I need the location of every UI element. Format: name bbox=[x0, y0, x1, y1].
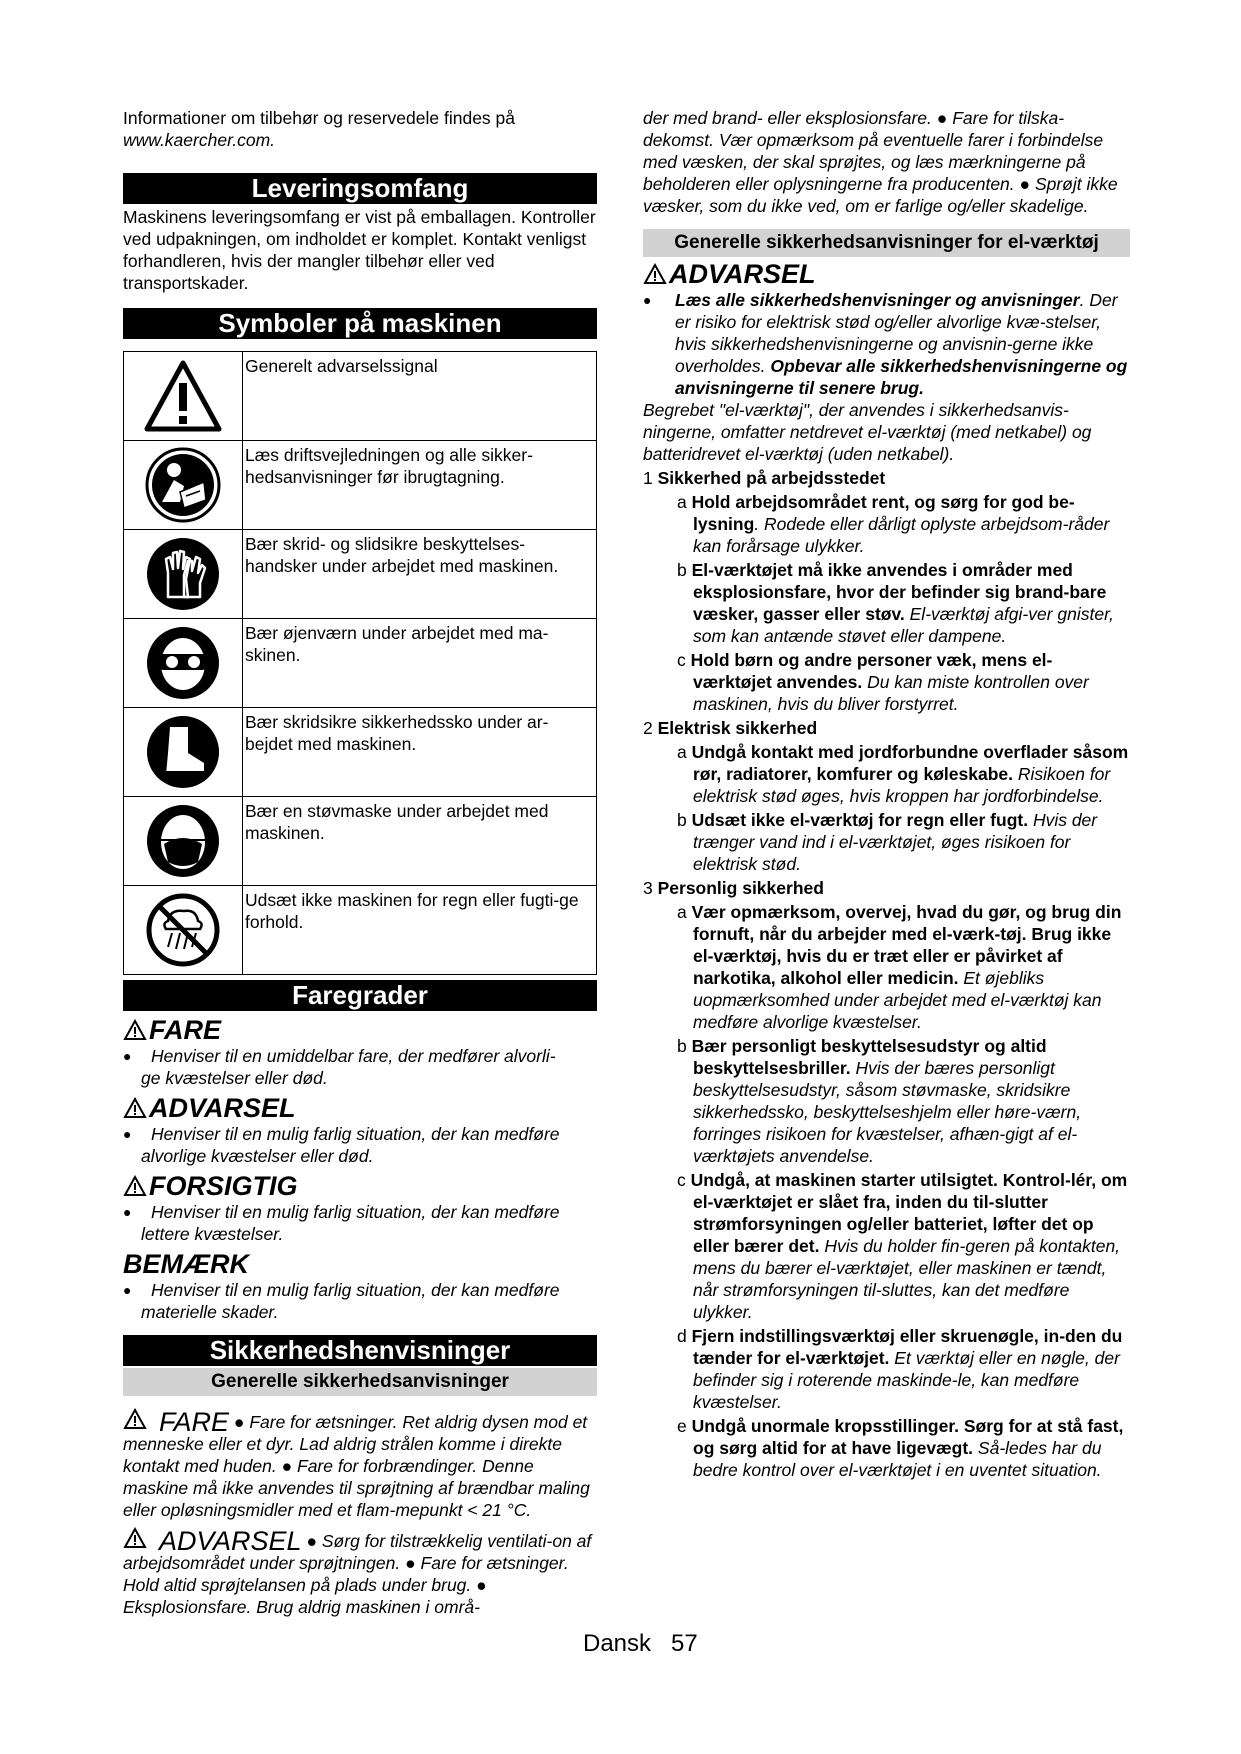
symbol-text: Bær skrid- og slidsikre beskyttelses-handsker under arbejdet med maskinen. bbox=[243, 530, 597, 619]
warning-triangle-icon bbox=[123, 1019, 147, 1041]
section-number: 1 bbox=[643, 468, 653, 488]
fare-paragraph bbox=[123, 1408, 597, 1521]
page-footer bbox=[583, 1630, 698, 1658]
delivery-text: Maskinens leveringsomfang er vist på emballagen. Kontroller ved udpakningen, om indholdet er komplet. Kontakt venligst forhandleren, hvis der mangler tilbehør eller ved transportskader. bbox=[123, 207, 596, 293]
symbol-text: Generelt advarselssignal bbox=[243, 352, 597, 441]
period: . bbox=[1079, 290, 1085, 310]
list-item: b El-værktøjet må ikke anvendes i områder med eksplosionsfare, hvor der befinder sig brand-bare væsker, gasser eller støv. El-værktøj afgi-ver gnister, som kan antænde støvet eller dampene. bbox=[677, 560, 1114, 646]
dust-mask-icon bbox=[124, 797, 243, 886]
section-3 bbox=[643, 877, 1130, 1481]
hazard-advarsel bbox=[123, 1093, 597, 1167]
section-2 bbox=[643, 717, 1130, 875]
right-column bbox=[643, 107, 1130, 1481]
website-link[interactable]: www.kaercher.com. bbox=[123, 130, 276, 150]
bullet-icon: ● bbox=[123, 1282, 132, 1298]
hazard-text-cont: lettere kvæstelser. bbox=[141, 1224, 284, 1244]
symbol-text: Bær en støvmaske under arbejdet med maskinen. bbox=[243, 797, 597, 886]
hazard-text-cont: alvorlige kvæstelser eller død. bbox=[141, 1146, 374, 1166]
list-item: a Hold arbejdsområdet rent, og sørg for god be-lysning. Rodede eller dårligt oplyste arbejdsom-råder kan forårsage ulykker. bbox=[677, 492, 1110, 556]
goggles-icon bbox=[124, 619, 243, 708]
safety-heading: Sikkerhedshenvisninger bbox=[123, 1335, 597, 1366]
signal-word: ADVARSEL bbox=[149, 1093, 296, 1123]
list-item: c Undgå, at maskinen starter utilsigtet. Kontrol-lér, om el-værktøjet er slået fra, inden du til-slutter strømforsyningen og/eller batteriet, løfter det op eller bærer det. Hvis du holder fin-geren på kontakten, mens du bærer el-værktøjet, eller maskinen er tændt, når strømforsyningen til-sluttes, kan det medføre ulykker. bbox=[677, 1170, 1128, 1322]
symbol-row bbox=[124, 619, 597, 708]
symbol-row bbox=[124, 886, 597, 975]
hazard-text-cont: ge kvæstelser eller død. bbox=[141, 1068, 328, 1088]
warning-triangle-icon bbox=[643, 263, 667, 285]
symbol-text: Udsæt ikke maskinen for regn eller fugti-ge forhold. bbox=[243, 886, 597, 975]
section-title: Sikkerhed på arbejdsstedet bbox=[657, 468, 886, 488]
bold-instruction: Læs alle sikkerhedshenvisninger og anvisninger bbox=[675, 290, 1080, 310]
symbol-row bbox=[124, 708, 597, 797]
symbol-row bbox=[124, 797, 597, 886]
footer-language: Dansk bbox=[583, 1630, 652, 1657]
symbols-heading: Symboler på maskinen bbox=[123, 308, 597, 339]
hazard-forsigtig bbox=[123, 1171, 597, 1245]
hazard-bemaerk bbox=[123, 1249, 597, 1323]
section-number: 2 bbox=[643, 718, 653, 738]
fare-text: ● Fare for ætsninger. Ret aldrig dysen mod et menneske eller et dyr. Lad aldrig strålen komme i direkte kontakt med huden. ● Fare for forbrændinger. Denne maskine må ikke anvendes til sprøjtning af brændbar maling eller opløsningsmidler med et flam-mepunkt < 21 °C. bbox=[123, 1412, 590, 1520]
symbols-table bbox=[123, 351, 597, 975]
list-item: c Hold børn og andre personer væk, mens el-værktøjet anvendes. Du kan miste kontrollen over maskinen, hvis du bliver forstyrret. bbox=[677, 650, 1089, 714]
read-manual-icon bbox=[124, 441, 243, 530]
list-item: e Undgå unormale kropsstillinger. Sørg for at stå fast, og sørg altid for at have ligevægt. Så-ledes har du bedre kontrol over el-værktøjet i en uventet situation. bbox=[677, 1416, 1124, 1480]
signal-word: FORSIGTIG bbox=[149, 1171, 298, 1201]
intro-line: Informationer om tilbehør og reservedele findes på bbox=[123, 108, 516, 128]
risk-text: Der er risiko for elektrisk stød og/eller alvorlige kvæ-stelser, hvis sikkerhedshenvisningerne og anvisnin-gerne ikke overholdes. bbox=[675, 290, 1118, 376]
section-1 bbox=[643, 467, 1130, 715]
read-all-bullet bbox=[643, 289, 1130, 399]
hazard-levels-heading: Faregrader bbox=[123, 980, 597, 1011]
symbol-row bbox=[124, 530, 597, 619]
left-column bbox=[123, 107, 597, 1618]
continued-text: der med brand- eller eksplosionsfare. ● Fare for tilska-dekomst. Vær opmærksom på eventuelle farer i forbindelse med væsken, der skal sprøjtes, og læs mærkningerne på beholderen eller oplysningerne fra producenten. ● Sprøjt ikke væsker, som du ikke ved, om er farlige og/eller skadelige. bbox=[643, 108, 1118, 216]
general-safety-subheading: Generelle sikkerhedsanvisninger bbox=[123, 1368, 597, 1396]
bullet-icon: ● bbox=[123, 1048, 132, 1064]
hazard-text-cont: materielle skader. bbox=[141, 1302, 279, 1322]
hazard-fare bbox=[123, 1015, 597, 1089]
hazard-text: Henviser til en mulig farlig situation, der kan medføre bbox=[151, 1202, 560, 1222]
list-item: a Vær opmærksom, overvej, hvad du gør, og brug din fornuft, når du arbejder med el-værk-tøj. Brug ikke el-værktøj, hvis du er træt eller er påvirket af narkotika, alkohol eller medicin. Et øjebliks uopmærksomhed under arbejdet med el-værktøj kan medføre alvorlige kvæstelser. bbox=[677, 902, 1122, 1032]
advarsel-text: ● Sørg for tilstrækkelig ventilati-on af arbejdsområdet under sprøjtningen. ● Fare for ætsninger. Hold altid sprøjtelansen på plads under brug. ● Eksplosionsfare. Brug aldrig maskinen i områ- bbox=[123, 1531, 592, 1617]
hazard-text: Henviser til en mulig farlig situation, der kan medføre bbox=[151, 1280, 560, 1300]
list-item: a Undgå kontakt med jordforbundne overflader såsom rør, radiatorer, komfurer og køleskabe. Risikoen for elektrisk stød øges, hvis kroppen har jordforbindelse. bbox=[677, 742, 1129, 806]
warning-triangle-icon bbox=[123, 1527, 147, 1549]
keep-instructions-text: Opbevar alle sikkerhedshenvisningerne og anvisningerne til senere brug. bbox=[675, 356, 1128, 398]
signal-word: FARE bbox=[159, 1407, 230, 1437]
symbol-row bbox=[124, 441, 597, 530]
power-tool-subheading: Generelle sikkerhedsanvisninger for el-værktøj bbox=[643, 229, 1130, 257]
warning-triangle-icon bbox=[123, 1408, 147, 1430]
definition-text: Begrebet "el-værktøj", der anvendes i sikkerhedsanvis-ningerne, omfatter netdrevet el-værktøj (med netkabel) og batteridrevet el-værktøj (uden netkabel). bbox=[643, 400, 1092, 464]
warning-triangle-icon bbox=[124, 352, 243, 441]
warning-triangle-icon bbox=[123, 1175, 147, 1197]
hazard-text: Henviser til en umiddelbar fare, der medfører alvorli- bbox=[151, 1046, 556, 1066]
delivery-heading: Leveringsomfang bbox=[123, 173, 597, 204]
hazard-text: Henviser til en mulig farlig situation, der kan medføre bbox=[151, 1124, 560, 1144]
boot-icon bbox=[124, 708, 243, 797]
signal-word: BEMÆRK bbox=[123, 1249, 249, 1279]
no-rain-icon bbox=[124, 886, 243, 975]
symbol-text: Læs driftsvejledningen og alle sikker-hedsanvisninger før ibrugtagning. bbox=[243, 441, 597, 530]
signal-word: ADVARSEL bbox=[669, 259, 816, 289]
page-number: 57 bbox=[671, 1630, 698, 1657]
signal-word: FARE bbox=[149, 1015, 222, 1045]
section-title: Personlig sikkerhed bbox=[657, 878, 824, 898]
list-item: b Udsæt ikke el-værktøj for regn eller fugt. Hvis der trænger vand ind i el-værktøjet, øges risikoen for elektrisk stød. bbox=[677, 810, 1098, 874]
symbol-row bbox=[124, 352, 597, 441]
gloves-icon bbox=[124, 530, 243, 619]
list-item: b Bær personligt beskyttelsesudstyr og altid beskyttelsesbriller. Hvis der bæres personligt beskyttelsesudstyr, såsom støvmaske, skridsikre sikkerhedssko, beskyttelseshjelm eller høre-værn, forringes risikoen for kvæstelser, afhæn-gigt af el-værktøjets anvendelse. bbox=[677, 1036, 1082, 1166]
advarsel-paragraph bbox=[123, 1527, 597, 1618]
warning-triangle-icon bbox=[123, 1097, 147, 1119]
bullet-icon: ● bbox=[123, 1204, 132, 1220]
bullet-icon: ● bbox=[123, 1126, 132, 1142]
section-number: 3 bbox=[643, 878, 653, 898]
symbol-text: Bær øjenværn under arbejdet med ma-skinen. bbox=[243, 619, 597, 708]
symbol-text: Bær skridsikre sikkerhedssko under ar-bejdet med maskinen. bbox=[243, 708, 597, 797]
list-item: d Fjern indstillingsværktøj eller skruenøgle, in-den du tænder for el-værktøjet. Et værktøj eller en nøgle, der befinder sig i roterende maskinde-le, kan medføre kvæstelser. bbox=[677, 1326, 1123, 1412]
signal-word: ADVARSEL bbox=[159, 1526, 302, 1556]
section-title: Elektrisk sikkerhed bbox=[657, 718, 818, 738]
bullet-icon: ● bbox=[643, 292, 652, 308]
